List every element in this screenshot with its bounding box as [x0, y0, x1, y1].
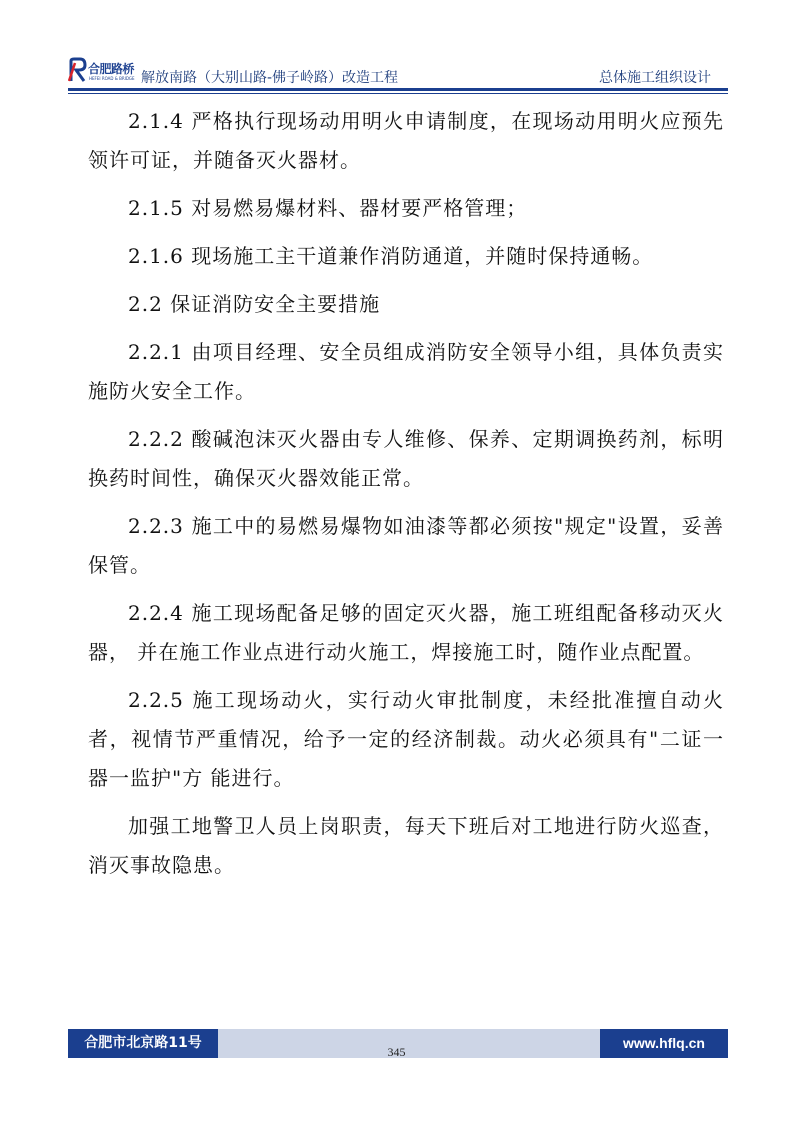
footer-website-link[interactable]: www.hflq.cn [600, 1029, 728, 1058]
logo-name: 合肥路桥 [88, 62, 135, 76]
document-type: 总体施工组织设计 [599, 70, 711, 86]
paragraph-2-2-5: 2.2.5 施工现场动火，实行动火审批制度，未经批准擅自动火者，视情节严重情况，给予一定的经济制裁。动火必须具有"二证一器一监护"方 能进行。 [88, 688, 724, 790]
header-divider [68, 88, 728, 91]
header-divider-thin [68, 93, 728, 94]
paragraph-2-1-5: 2.1.5 对易燃易爆材料、器材要严格管理； [128, 196, 528, 220]
paragraph-2-2-2: 2.2.2 酸碱泡沫灭火器由专人维修、保养、定期调换药剂，标明换药时间性，确保灭火器效能正常。 [88, 427, 724, 490]
logo-subtext: HEFEI ROAD & BRIDGE [89, 76, 135, 81]
page-number: 345 [387, 1045, 406, 1059]
logo-mark-icon [68, 57, 88, 83]
paragraph-closing: 加强工地警卫人员上岗职责，每天下班后对工地进行防火巡查，消灭事故隐患。 [88, 814, 724, 877]
paragraph-2-2-1: 2.2.1 由项目经理、安全员组成消防安全领导小组，具体负责实施防火安全工作。 [88, 340, 724, 403]
paragraph-2-2-3: 2.2.3 施工中的易燃易爆物如油漆等都必须按"规定"设置，妥善保管。 [88, 514, 724, 577]
document-body [88, 102, 724, 885]
page-header [0, 0, 793, 100]
project-title: 解放南路（大别山路-佛子岭路）改造工程 [141, 70, 399, 86]
section-heading-2-2: 2.2 保证消防安全主要措施 [128, 292, 381, 316]
paragraph-2-2-4: 2.2.4 施工现场配备足够的固定灭火器，施工班组配备移动灭火器， 并在施工作业点进行动火施工，焊接施工时，随作业点配置。 [88, 601, 724, 664]
footer-address: 合肥市北京路11号 [68, 1029, 218, 1058]
company-logo [68, 57, 134, 87]
paragraph-2-1-4: 2.1.4 严格执行现场动用明火申请制度，在现场动用明火应预先领许可证，并随备灭火器材。 [88, 109, 724, 172]
paragraph-2-1-6: 2.1.6 现场施工主干道兼作消防通道，并随时保持通畅。 [128, 244, 654, 268]
